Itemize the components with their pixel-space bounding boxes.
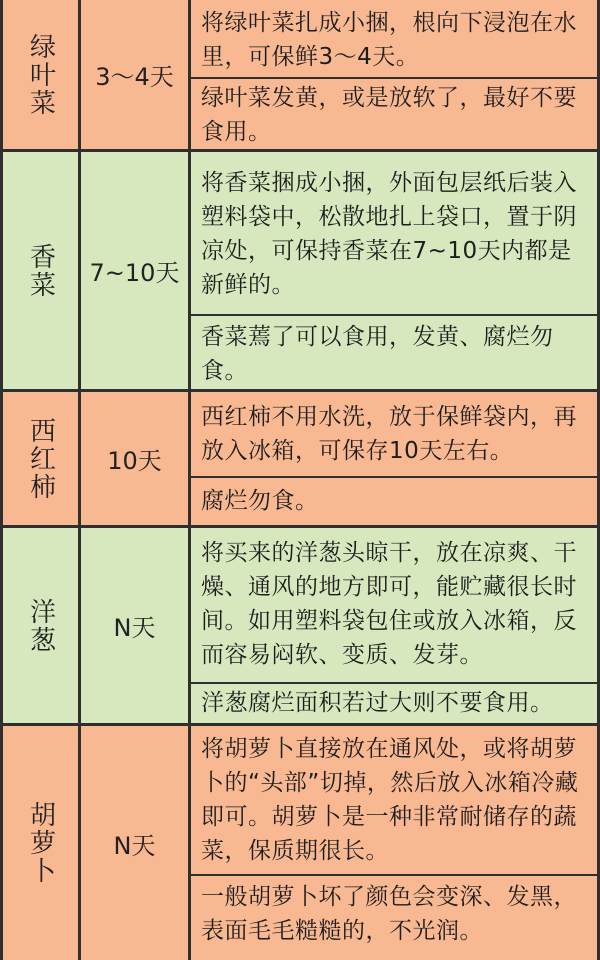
spoilage-note: 香菜蔫了可以食用，发黄、腐烂勿食。: [191, 314, 597, 389]
table-row-tomato: [3, 392, 597, 528]
storage-days: 7~10天: [81, 152, 191, 389]
storage-note: 将绿叶菜扎成小捆，根向下浸泡在水里，可保鲜3～4天。: [191, 0, 597, 77]
notes-cell: [191, 528, 597, 723]
storage-note: 将买来的洋葱头晾干，放在凉爽、干燥、通风的地方即可，能贮藏很长时间。如用塑料袋包住或放入冰箱，反而容易闷软、变质、发芽。: [191, 528, 597, 682]
table-row-leafy-greens: [3, 0, 597, 152]
spoilage-note: 洋葱腐烂面积若过大则不要食用。: [191, 682, 597, 723]
storage-days: 10天: [81, 392, 191, 525]
storage-days: N天: [81, 726, 191, 960]
notes-cell: [191, 726, 597, 960]
table-row-onion: [3, 528, 597, 726]
notes-cell: [191, 392, 597, 525]
storage-note: 将胡萝卜直接放在通风处，或将胡萝卜的“头部”切掉，然后放入冰箱冷藏即可。胡萝卜是一种非常耐储存的蔬菜，保质期很长。: [191, 726, 597, 874]
storage-days: N天: [81, 528, 191, 723]
table-row-coriander: [3, 152, 597, 392]
vegetable-name: 西红柿: [3, 392, 81, 525]
storage-days: 3～4天: [81, 0, 191, 149]
storage-note: 西红柿不用水洗，放于保鲜袋内，再放入冰箱，可保存10天左右。: [191, 392, 597, 476]
spoilage-note: 腐烂勿食。: [191, 476, 597, 525]
spoilage-note: 绿叶菜发黄，或是放软了，最好不要食用。: [191, 77, 597, 149]
vegetable-name: 香菜: [3, 152, 81, 389]
vegetable-name: 胡萝卜: [3, 726, 81, 960]
notes-cell: [191, 0, 597, 149]
vegetable-name: 洋葱: [3, 528, 81, 723]
notes-cell: [191, 152, 597, 389]
vegetable-name: 绿叶菜: [3, 0, 81, 149]
table-row-carrot: [3, 726, 597, 960]
storage-note: 将香菜捆成小捆，外面包层纸后装入塑料袋中，松散地扎上袋口，置于阴凉处，可保持香菜在7~10天内都是新鲜的。: [191, 152, 597, 314]
spoilage-note: 一般胡萝卜坏了颜色会变深、发黑，表面毛毛糙糙的，不光润。: [191, 874, 597, 960]
